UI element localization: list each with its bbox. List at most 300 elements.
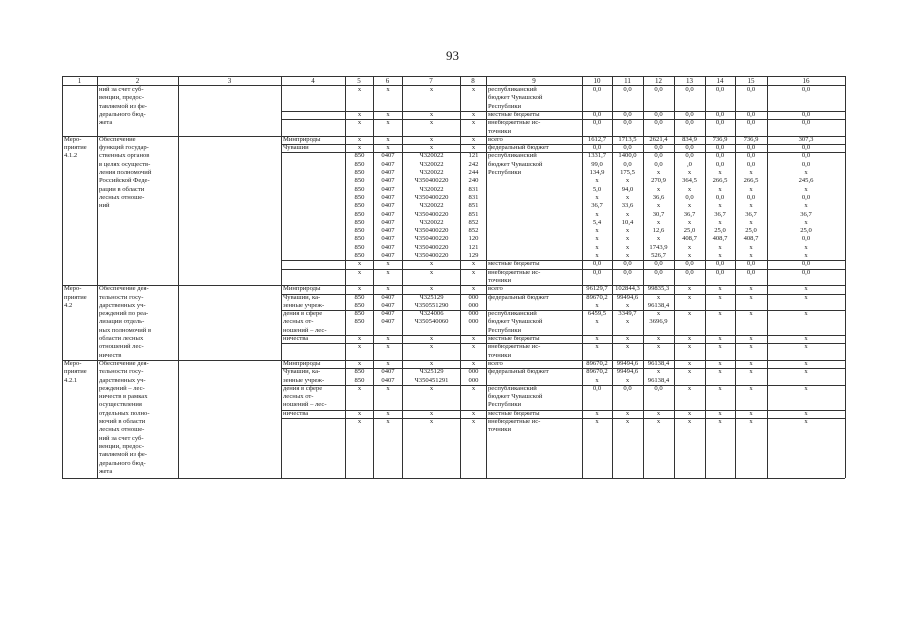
value-cell-col-11: х	[625, 193, 630, 201]
column-header: 13	[686, 77, 693, 85]
cell-col-7: Ч350400220	[414, 227, 449, 235]
cell-col-2: мочий в области	[99, 418, 146, 425]
cell-col-8: 000	[468, 310, 479, 318]
cell-col-8: х	[471, 144, 476, 152]
cell-col-6: х	[386, 384, 390, 392]
value-cell-col-10: х	[595, 193, 599, 201]
column-header: 1	[77, 77, 82, 85]
value-cell-col-10: х	[595, 301, 599, 309]
cell-col-2: ных полномочий в	[99, 326, 152, 334]
value-cell-col-12: х	[656, 418, 661, 425]
cell-col-9: бюджет Чувашской	[488, 393, 543, 401]
cell-col-8: 852	[468, 227, 479, 235]
cell-col-2: ничеств в рамках	[99, 393, 148, 401]
cell-col-2: реждений по реа-	[99, 310, 149, 318]
value-cell-col-15: х	[749, 285, 753, 293]
cell-col-5: 850	[354, 193, 365, 201]
cell-col-8: х	[471, 268, 476, 276]
value-cell-col-15: х	[749, 368, 753, 376]
cell-col-2: ничеств	[99, 351, 122, 359]
cell-col-8: 000	[468, 368, 479, 376]
value-cell-col-15: 0,0	[746, 160, 756, 168]
cell-col-5: х	[357, 359, 362, 367]
cell-col-2: тавляемой из фе-	[99, 451, 147, 459]
value-cell-col-14: 0,0	[715, 160, 725, 168]
value-cell-col-10: 36,7	[591, 202, 603, 210]
cell-col-2: ственных органов	[99, 152, 150, 160]
value-cell-col-14: х	[718, 343, 722, 351]
cell-col-4: Чувашии, ка-	[283, 368, 321, 376]
value-cell-col-10: х	[595, 177, 599, 185]
value-cell-col-10: 0,0	[592, 260, 602, 268]
cell-col-7: Ч324006	[419, 310, 444, 318]
value-cell-col-14: х	[718, 293, 722, 301]
value-cell-col-13: 364,5	[682, 177, 697, 185]
value-cell-col-16: х	[804, 335, 808, 342]
cell-col-9: всего	[488, 359, 503, 367]
value-cell-col-10: 134,9	[589, 169, 605, 176]
cell-col-6: 0407	[381, 293, 395, 301]
column-header: 15	[747, 77, 755, 85]
value-cell-col-13: ,0	[687, 160, 692, 168]
value-cell-col-12: 96138,4	[647, 376, 670, 384]
value-cell-col-14: х	[718, 169, 722, 176]
value-cell-col-10: 89670,2	[586, 359, 608, 367]
cell-col-8: 000	[468, 293, 479, 301]
cell-col-7: х	[429, 260, 434, 268]
value-cell-col-16: х	[804, 218, 808, 226]
value-cell-col-16: х	[804, 243, 808, 251]
value-cell-col-11: х	[625, 243, 630, 251]
cell-col-5: 850	[354, 243, 365, 251]
cell-col-5: 850	[354, 310, 365, 318]
cell-col-5: х	[357, 144, 362, 152]
column-header: 3	[227, 77, 232, 85]
value-cell-col-10: х	[595, 227, 599, 235]
cell-col-6: х	[386, 86, 390, 93]
value-cell-col-15: 0,0	[746, 260, 756, 268]
cell-col-5: 850	[354, 202, 365, 210]
value-cell-col-13: 25,0	[683, 227, 696, 235]
cell-col-4: Чувашии	[283, 144, 309, 152]
cell-col-2: ний за счет суб-	[99, 86, 144, 93]
value-cell-col-11: 10,4	[621, 218, 634, 226]
cell-col-6: х	[386, 119, 390, 127]
value-cell-col-16: х	[804, 343, 808, 351]
cell-col-2: области лесных	[99, 335, 144, 342]
cell-col-7: Ч325129	[419, 368, 444, 376]
cell-col-9: внебюджетные ис-	[488, 268, 541, 276]
value-cell-col-16: 0,0	[801, 119, 811, 127]
cell-col-5: 850	[354, 376, 365, 384]
value-cell-col-14: 0,0	[715, 86, 725, 93]
value-cell-col-10: 5,0	[592, 185, 602, 193]
value-cell-col-11: 99494,6	[616, 293, 639, 301]
value-cell-col-14: х	[718, 418, 722, 425]
value-cell-col-13: 0,0	[685, 268, 694, 276]
value-cell-col-12: х	[656, 218, 661, 226]
cell-col-4: дения в сфере	[283, 310, 323, 318]
value-cell-col-14: х	[718, 285, 722, 293]
cell-col-6: 0407	[381, 177, 395, 185]
value-cell-col-15: х	[749, 384, 753, 392]
value-cell-col-16: х	[804, 310, 808, 318]
value-cell-col-10: 96129,7	[586, 285, 608, 293]
value-cell-col-14: х	[718, 185, 722, 193]
cell-col-7: х	[429, 119, 434, 127]
value-cell-col-15: х	[749, 343, 753, 351]
cell-col-5: 850	[354, 318, 365, 326]
cell-col-2: Российской Феде-	[99, 177, 150, 185]
value-cell-col-11: х	[625, 210, 630, 218]
column-header: 6	[385, 77, 390, 85]
value-cell-col-14: х	[718, 359, 722, 367]
cell-col-9: всего	[488, 285, 503, 293]
cell-col-4: Минприроды	[283, 135, 321, 143]
value-cell-col-15: 0,0	[746, 86, 756, 93]
value-cell-col-16: 0,0	[801, 152, 811, 160]
cell-col-7: Ч320022	[419, 202, 444, 210]
value-cell-col-15: 0,0	[746, 268, 756, 276]
value-cell-col-15: 736,9	[743, 135, 759, 143]
cell-col-2: дарственных уч-	[99, 301, 146, 309]
cell-col-6: 0407	[381, 376, 395, 384]
value-cell-col-11: х	[625, 376, 630, 384]
value-cell-col-13: 36,7	[683, 210, 696, 218]
value-cell-col-12: 3696,9	[649, 318, 668, 326]
cell-col-6: х	[386, 335, 390, 342]
cell-col-5: х	[357, 418, 362, 425]
cell-col-5: х	[357, 260, 362, 268]
cell-col-9: бюджет Чувашской	[488, 318, 543, 326]
value-cell-col-11: 0,0	[623, 260, 632, 268]
value-cell-col-14: 0,0	[715, 193, 725, 201]
cell-col-5: х	[357, 135, 362, 143]
value-cell-col-10: 99,0	[591, 160, 603, 168]
value-cell-col-13: х	[687, 185, 692, 193]
cell-col-2: жета	[99, 467, 113, 475]
value-cell-col-11: 0,0	[623, 160, 632, 168]
cell-col-9: местные бюджеты	[488, 335, 540, 342]
value-cell-col-16: х	[804, 185, 808, 193]
cell-col-7: Ч325129	[419, 293, 444, 301]
value-cell-col-16: 0,0	[801, 235, 811, 243]
value-cell-col-13: х	[687, 169, 692, 176]
value-cell-col-13: 834,9	[682, 135, 697, 143]
cell-col-4: дения в сфере	[283, 384, 323, 392]
value-cell-col-16: х	[804, 368, 808, 376]
cell-col-2: тавляемой из фе-	[99, 102, 147, 110]
value-cell-col-12: 99835,3	[647, 285, 670, 293]
value-cell-col-15: х	[749, 252, 753, 259]
cell-col-7: Ч350400220	[414, 210, 449, 218]
cell-col-6: 0407	[381, 193, 395, 201]
cell-col-8: 121	[468, 152, 479, 160]
value-cell-col-15: х	[749, 409, 753, 417]
cell-col-6: 0407	[381, 243, 395, 251]
cell-col-1: приятие	[64, 293, 87, 301]
value-cell-col-14: х	[718, 202, 722, 210]
value-cell-col-12: 0,0	[654, 119, 663, 127]
cell-col-1: Меро-	[64, 285, 82, 293]
value-cell-col-13: х	[687, 343, 692, 351]
cell-col-7: х	[429, 418, 434, 425]
value-cell-col-12: 0,0	[654, 260, 663, 268]
value-cell-col-12: х	[656, 310, 661, 318]
value-cell-col-13: х	[687, 335, 692, 342]
value-cell-col-16: 0,0	[801, 86, 811, 93]
cell-col-1: приятие	[64, 144, 87, 152]
value-cell-col-11: 102844,3	[615, 285, 640, 293]
cell-col-1: приятие	[64, 368, 87, 376]
cell-col-8: х	[471, 384, 476, 392]
column-header: 16	[802, 77, 810, 85]
column-divider	[845, 76, 846, 478]
value-cell-col-11: х	[625, 177, 630, 185]
value-cell-col-11: х	[625, 252, 630, 259]
value-cell-col-11: х	[625, 318, 630, 326]
value-cell-col-12: х	[656, 202, 661, 210]
value-cell-col-11: х	[625, 409, 630, 417]
cell-col-7: х	[429, 359, 434, 367]
cell-col-7: Ч350400220	[414, 193, 449, 201]
value-cell-col-11: 0,0	[623, 110, 632, 118]
value-cell-col-12: 0,0	[654, 152, 663, 160]
cell-col-2: реждений – лес-	[99, 384, 145, 392]
cell-col-2: венции, предос-	[99, 94, 145, 102]
value-cell-col-16: 36,7	[800, 210, 812, 218]
value-cell-col-11: 0,0	[623, 268, 632, 276]
value-cell-col-10: 5,4	[592, 218, 602, 226]
value-cell-col-16: х	[804, 359, 808, 367]
value-cell-col-10: 1331,7	[587, 152, 607, 160]
value-cell-col-10: 0,0	[592, 384, 602, 392]
cell-col-5: 850	[354, 252, 365, 259]
cell-col-8: х	[471, 260, 476, 268]
cell-col-2: ний за счет суб-	[99, 434, 144, 442]
value-cell-col-12: 0,0	[654, 268, 663, 276]
column-header: 7	[429, 77, 433, 85]
value-cell-col-13: х	[687, 218, 692, 226]
cell-col-9: внебюджетные ис-	[488, 119, 541, 127]
cell-col-9: Республики	[488, 102, 522, 110]
cell-col-2: дарственных уч-	[99, 376, 146, 384]
cell-col-2: дерального бюд-	[99, 110, 146, 118]
cell-col-7: Ч350451291	[414, 376, 449, 384]
cell-col-8: 851	[468, 202, 479, 210]
cell-col-1: 4.1.2	[64, 152, 78, 160]
cell-col-4: ничества	[283, 409, 309, 417]
value-cell-col-11: х	[625, 301, 630, 309]
value-cell-col-10: х	[595, 343, 599, 351]
value-cell-col-13: х	[687, 243, 692, 251]
value-cell-col-16: х	[804, 418, 808, 425]
cell-col-4: Минприроды	[283, 359, 321, 367]
value-cell-col-15: 0,0	[746, 193, 756, 201]
value-cell-col-12: 270,9	[651, 177, 666, 185]
cell-col-8: х	[471, 135, 476, 143]
value-cell-col-14: 36,7	[714, 210, 726, 218]
value-cell-col-11: х	[625, 227, 630, 235]
value-cell-col-16: 307,3	[798, 135, 814, 143]
cell-col-7: х	[429, 409, 434, 417]
cell-col-5: 850	[354, 368, 365, 376]
cell-col-6: 0407	[381, 185, 395, 193]
cell-col-4: лесных от-	[283, 318, 314, 326]
value-cell-col-13: 408,7	[682, 235, 697, 243]
cell-col-8: х	[471, 418, 476, 425]
cell-col-2: дерального бюд-	[99, 459, 146, 467]
cell-col-8: 000	[468, 376, 479, 384]
value-cell-col-10: х	[595, 235, 599, 243]
value-cell-col-15: х	[749, 202, 753, 210]
value-cell-col-10: 0,0	[592, 144, 602, 152]
cell-col-7: х	[429, 86, 434, 93]
value-cell-col-13: х	[687, 418, 692, 425]
cell-col-9: внебюджетные ис-	[488, 343, 541, 351]
value-cell-col-13: 0,0	[685, 110, 694, 118]
cell-col-5: х	[357, 86, 362, 93]
value-cell-col-11: 99494,6	[616, 359, 639, 367]
value-cell-col-15: х	[749, 310, 753, 318]
cell-col-9: бюджет Чувашской	[488, 160, 543, 168]
cell-col-5: 850	[354, 227, 365, 235]
value-cell-col-13: х	[687, 384, 692, 392]
cell-col-9: местные бюджеты	[488, 260, 540, 268]
cell-col-7: Ч350400220	[414, 177, 449, 185]
cell-col-8: 244	[468, 169, 479, 176]
value-cell-col-13: х	[687, 252, 692, 259]
value-cell-col-14: 408,7	[712, 235, 728, 243]
cell-col-5: х	[357, 285, 362, 293]
cell-col-8: х	[471, 343, 476, 351]
value-cell-col-16: 0,0	[801, 144, 811, 152]
value-cell-col-13: 0,0	[685, 260, 694, 268]
cell-col-5: 850	[354, 301, 365, 309]
cell-col-5: 850	[354, 185, 365, 193]
value-cell-col-14: 0,0	[715, 260, 725, 268]
cell-col-4: зенные учреж-	[283, 376, 325, 384]
value-cell-col-12: х	[656, 185, 661, 193]
value-cell-col-16: 0,0	[801, 268, 811, 276]
cell-col-2: в целях осуществ-	[99, 160, 151, 168]
value-cell-col-14: х	[718, 384, 722, 392]
value-cell-col-16: х	[804, 252, 808, 259]
cell-col-9: республиканский	[488, 384, 537, 392]
cell-col-5: 850	[354, 293, 365, 301]
value-cell-col-11: 94,0	[621, 185, 634, 193]
value-cell-col-16: 245,6	[798, 177, 814, 185]
cell-col-1: Меро-	[64, 359, 82, 367]
cell-col-6: 0407	[381, 210, 395, 218]
cell-col-1: Меро-	[64, 135, 82, 143]
cell-col-5: 850	[354, 235, 365, 243]
value-cell-col-14: х	[718, 310, 722, 318]
cell-col-9: Республики	[488, 169, 522, 176]
value-cell-col-12: х	[656, 343, 661, 351]
cell-col-6: 0407	[381, 218, 395, 226]
value-cell-col-13: х	[687, 285, 692, 293]
cell-col-8: 000	[468, 301, 479, 309]
cell-col-7: х	[429, 285, 434, 293]
cell-col-6: х	[386, 359, 390, 367]
value-cell-col-13: х	[687, 359, 692, 367]
cell-col-7: х	[429, 343, 434, 351]
value-cell-col-15: х	[749, 243, 753, 251]
column-header: 10	[593, 77, 601, 85]
cell-col-2: отдельных полно-	[99, 409, 150, 417]
value-cell-col-12: х	[656, 293, 661, 301]
value-cell-col-15: 0,0	[746, 110, 756, 118]
value-cell-col-14: х	[718, 335, 722, 342]
cell-col-5: х	[357, 343, 362, 351]
cell-col-8: 129	[468, 252, 479, 259]
value-cell-col-16: 25,0	[800, 227, 812, 235]
cell-col-5: 850	[354, 169, 365, 176]
value-cell-col-15: х	[749, 418, 753, 425]
cell-col-4: ничества	[283, 335, 309, 342]
table-border-bottom	[62, 478, 845, 479]
value-cell-col-14: 0,0	[715, 144, 725, 152]
cell-col-2: лесных отноше-	[99, 426, 145, 434]
cell-col-7: Ч320022	[419, 185, 444, 193]
cell-col-9: Республики	[488, 401, 522, 409]
value-cell-col-10: х	[595, 252, 599, 259]
value-cell-col-13: 0,0	[685, 86, 694, 93]
value-cell-col-10: х	[595, 409, 599, 417]
cell-col-7: Ч320022	[419, 160, 444, 168]
cell-col-9: Республики	[488, 326, 522, 334]
value-cell-col-11: 3349,7	[618, 310, 637, 318]
cell-col-5: 850	[354, 210, 365, 218]
cell-col-8: 242	[468, 160, 479, 168]
cell-col-9: всего	[488, 135, 503, 143]
value-cell-col-14: х	[718, 243, 722, 251]
value-cell-col-10: 89670,2	[586, 368, 608, 376]
cell-col-9: внебюджетные ис-	[488, 418, 541, 425]
cell-col-4: ношений – лес-	[283, 326, 327, 334]
cell-col-5: х	[357, 268, 362, 276]
value-cell-col-10: 6459,5	[587, 310, 607, 318]
value-cell-col-14: х	[718, 252, 722, 259]
value-cell-col-12: 0,0	[654, 384, 663, 392]
value-cell-col-14: 266,5	[712, 177, 728, 185]
cell-col-6: 0407	[381, 202, 395, 210]
value-cell-col-15: х	[749, 335, 753, 342]
value-cell-col-15: х	[749, 185, 753, 193]
value-cell-col-11: 0,0	[623, 119, 632, 127]
cell-col-6: 0407	[381, 301, 395, 309]
value-cell-col-14: 0,0	[715, 268, 725, 276]
cell-col-5: х	[357, 110, 362, 118]
value-cell-col-15: 36,7	[745, 210, 757, 218]
value-cell-col-13: х	[687, 368, 692, 376]
cell-col-9: федеральный бюджет	[488, 144, 549, 152]
cell-col-8: 851	[468, 210, 479, 218]
value-cell-col-15: х	[749, 169, 753, 176]
cell-col-8: х	[471, 285, 476, 293]
cell-col-7: х	[429, 135, 434, 143]
column-header: 5	[357, 77, 361, 85]
value-cell-col-10: х	[595, 376, 599, 384]
cell-col-6: х	[386, 260, 390, 268]
cell-col-2: тельности госу-	[99, 293, 144, 301]
value-cell-col-13: 0,0	[685, 152, 694, 160]
cell-col-8: х	[471, 86, 476, 93]
value-cell-col-11: х	[625, 418, 630, 425]
cell-col-6: х	[386, 144, 390, 152]
value-cell-col-14: 0,0	[715, 110, 725, 118]
